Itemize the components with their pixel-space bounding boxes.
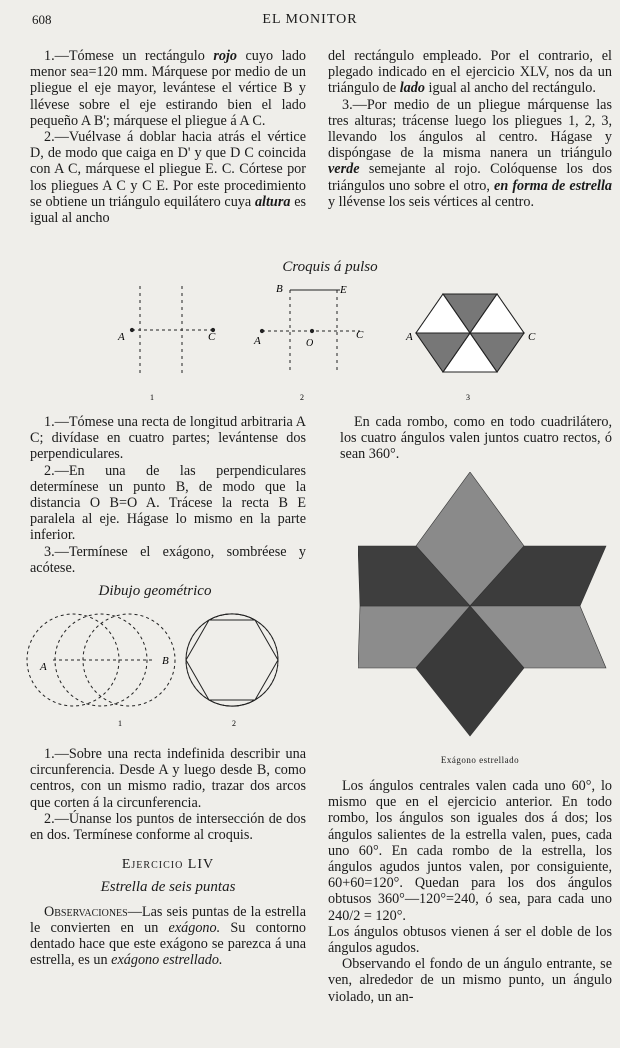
label-c: C bbox=[356, 329, 364, 341]
label-a: A bbox=[118, 331, 125, 343]
text: es igual al ancho bbox=[30, 193, 307, 227]
label-a: A bbox=[406, 331, 413, 343]
paragraph: 1.—Tómese una recta de longitud arbitraria A C; divídase en cuatro partes; levántense dos perpendiculares. bbox=[30, 414, 306, 463]
text: igual al ancho del rectángulo. bbox=[428, 80, 596, 97]
emphasis: exágono. bbox=[168, 919, 221, 936]
text: Su contorno dentado hace que este exágono se parezca á una estrella, es un bbox=[30, 919, 307, 969]
text: del rectángulo empleado. Por el contrario, el plegado indicado en el ejercicio XLV, nos da un triángulo de bbox=[328, 48, 612, 97]
paragraph: Los ángulos centrales valen cada uno 60°, lo mismo que en el ejercicio anterior. En todo rombo, los ángulos son iguales dos á dos; los ángulos salientes de la estrella valen, pues, cada uno 60°. En cada rombo de la estrella, los ángulos agudos juntos valen, por consiguiente, 60+60=120°. Quedan para los dos ángulos obtusos 360°—120°=240, ó sea, para cada uno 240/2 = 120°. bbox=[328, 778, 612, 924]
emphasis: rojo bbox=[213, 48, 237, 64]
croquis-title: Croquis á pulso bbox=[282, 259, 378, 275]
arc bbox=[186, 614, 255, 660]
paragraph bbox=[328, 97, 612, 210]
mid-left-column bbox=[30, 414, 306, 576]
paragraph bbox=[30, 904, 306, 969]
paragraph: 1.—Sobre una recta indefinida describir una circunferencia. Desde A y luego desde B, como centros, con un mismo radio, trazar dos arcos que corten á la circunferencia. bbox=[30, 746, 306, 811]
label-b: B bbox=[162, 655, 169, 667]
text: cuyo lado menor sea=120 mm. Márquese por medio de un pliegue el eje mayor, levántese el vértice B y llévese sobre el eje estirando bien el lado pequeño A B'; márquese el pliegue á A C. bbox=[30, 48, 307, 129]
label-c: C bbox=[208, 331, 216, 343]
label-a: A bbox=[40, 661, 47, 673]
paragraph: 3.—Termínese el exágono, sombréese y acótese. bbox=[30, 543, 306, 576]
emphasis: en forma de estrella bbox=[494, 177, 612, 194]
fig-number: 1 bbox=[150, 393, 154, 402]
dibujo-fig-1 bbox=[27, 614, 175, 706]
text: 3.—Por medio de un pliegue márquense las tres alturas; trácense luego los pliegues 1, 2, 3, llevando los ángulos al centro. Hágase y dispóngase de la misma nanera un triángulo bbox=[328, 96, 612, 162]
star-caption: Exágono estrellado bbox=[440, 755, 520, 765]
bottom-right-column bbox=[328, 778, 612, 1005]
hexagon bbox=[186, 620, 278, 700]
croquis-figures bbox=[0, 278, 620, 408]
paragraph: Los ángulos obtusos vienen á ser el doble de los ángulos agudos. bbox=[328, 923, 612, 957]
emphasis: exágono estrellado. bbox=[111, 952, 223, 969]
emphasis: altura bbox=[254, 193, 291, 210]
paragraph: 2.—Únanse los puntos de intersección de dos en dos. Termínese conforme al croquis. bbox=[30, 810, 306, 844]
arc bbox=[209, 614, 278, 660]
text: 2.—Vuélvase á doblar hacia atrás el vértice D, de modo que caiga en D' y que D C coincida con A C, márquese el pliegue E. C. Córtese por los pliegues A C y C E. Por este procedimiento se obtiene un triángulo equilátero cuya bbox=[30, 129, 306, 210]
croquis-fig-2 bbox=[260, 290, 360, 374]
arc bbox=[209, 660, 278, 706]
arc bbox=[186, 660, 255, 706]
text: y llévense los seis vértices al centro. bbox=[328, 193, 535, 210]
fig-number: 3 bbox=[466, 393, 470, 402]
top-right-column bbox=[328, 48, 612, 210]
paragraph: 2.—En una de las perpendiculares determínese un punto B, de modo que la distancia O B=O A. Trácese la recta B E paralela al eje. Hágase lo mismo en la parte inferior. bbox=[30, 462, 306, 544]
paragraph bbox=[30, 48, 306, 129]
dibujo-fig-2 bbox=[186, 614, 278, 706]
paragraph bbox=[30, 129, 306, 226]
running-title: EL MONITOR bbox=[262, 12, 358, 27]
croquis-fig-3-hexagon bbox=[416, 294, 524, 372]
label-a: A bbox=[254, 335, 261, 347]
page-number: 608 bbox=[32, 12, 52, 27]
fig-number: 2 bbox=[232, 719, 236, 728]
label-c: C bbox=[528, 331, 536, 343]
paragraph bbox=[328, 48, 612, 97]
exercise-heading: Ejercicio LIV bbox=[121, 857, 215, 873]
dibujo-title: Dibujo geométrico bbox=[98, 583, 212, 599]
label-e: E bbox=[340, 284, 347, 296]
star-rhombi bbox=[358, 472, 606, 736]
text: semejante al rojo. Colóquense los dos triángulos uno sobre el otro, bbox=[328, 161, 612, 194]
paragraph: En cada rombo, como en todo cuadrilátero, los cuatro ángulos valen juntos cuatro rectos, ó sean 360°. bbox=[340, 414, 612, 463]
fig-number: 1 bbox=[118, 719, 122, 728]
dibujo-figures bbox=[20, 604, 320, 734]
label-o: O bbox=[306, 338, 314, 349]
point-a bbox=[130, 328, 133, 331]
circumference bbox=[186, 614, 278, 706]
text: 1.—Tómese un rectángulo bbox=[44, 48, 205, 64]
croquis-fig-1 bbox=[130, 286, 215, 374]
observations-label: Observaciones bbox=[44, 903, 128, 920]
mid-right-column bbox=[340, 414, 612, 463]
point-a bbox=[260, 329, 263, 332]
emphasis: lado bbox=[399, 80, 425, 97]
bottom-left-column bbox=[30, 746, 306, 968]
label-b: B bbox=[276, 283, 283, 295]
text: —Las seis puntas de la estrella le convierten en un bbox=[30, 903, 306, 936]
star-hexagram bbox=[358, 472, 608, 742]
page-header bbox=[0, 12, 620, 32]
top-left-column bbox=[30, 48, 306, 226]
emphasis: verde bbox=[328, 161, 360, 178]
point-o bbox=[310, 329, 313, 332]
exercise-subtitle: Estrella de seis puntas bbox=[100, 879, 236, 896]
fig-number: 2 bbox=[300, 393, 304, 402]
paragraph: Observando el fondo de un ángulo entrante, se ven, alrededor de un mismo punto, un ángulo violado, un an- bbox=[328, 956, 612, 1005]
